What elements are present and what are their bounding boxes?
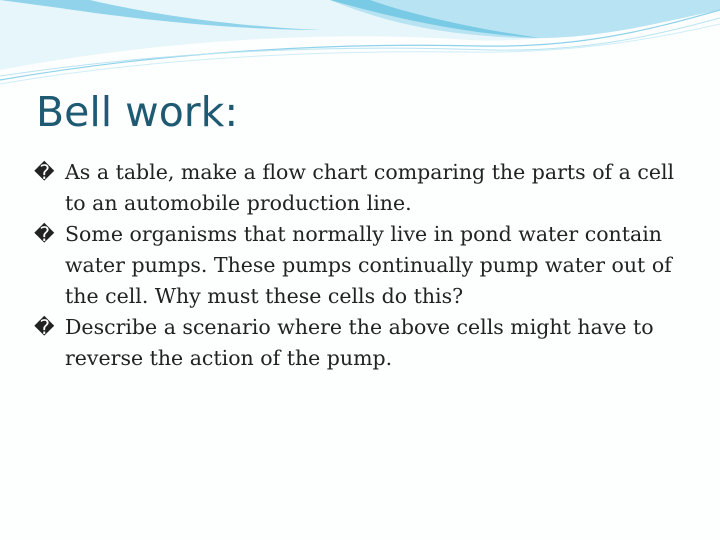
bullet-item bbox=[34, 312, 694, 374]
bullet-list bbox=[34, 157, 694, 374]
bullet-item bbox=[34, 157, 694, 219]
bullet-text: As a table, make a flow chart comparing the parts of a cell to an automobile production line. bbox=[65, 160, 675, 215]
header-wave-decoration bbox=[0, 0, 720, 90]
bullet-icon: � bbox=[34, 315, 55, 339]
bullet-text: Some organisms that normally live in pond water contain water pumps. These pumps continually pump water out of the cell. Why must these cells do this? bbox=[65, 222, 672, 308]
slide-title: Bell work: bbox=[36, 88, 239, 136]
bullet-text: Describe a scenario where the above cells might have to reverse the action of the pump. bbox=[65, 315, 654, 370]
bullet-icon: � bbox=[34, 222, 55, 246]
bullet-icon: � bbox=[34, 160, 55, 184]
bullet-item bbox=[34, 219, 694, 312]
